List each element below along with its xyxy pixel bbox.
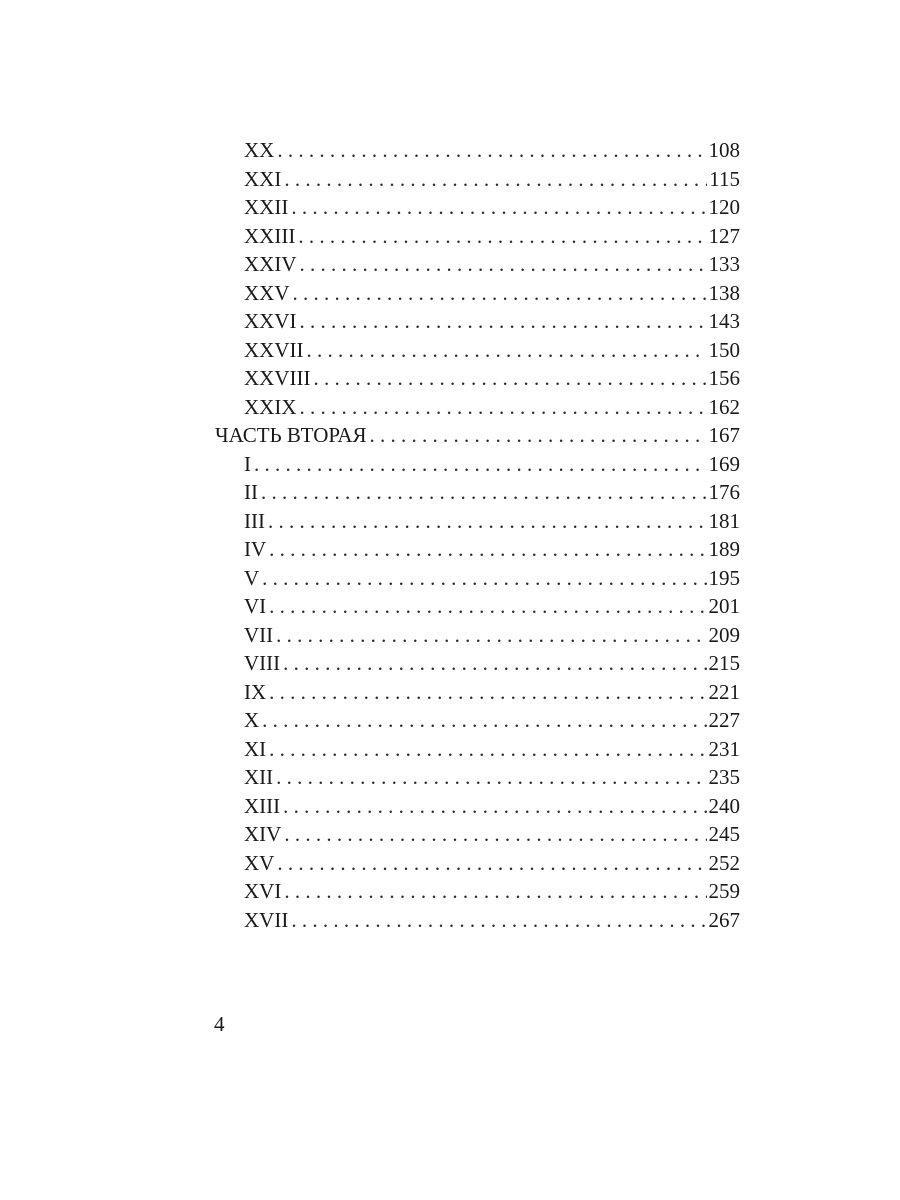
toc-entry-page: 181 [708,508,740,533]
dot-leader [284,165,707,194]
dot-leader [276,621,706,650]
toc-entry-page: 227 [708,708,740,732]
toc-entry-page: 143 [708,309,740,333]
toc-entry-label: XXIV [244,252,297,276]
dot-leader [300,393,707,422]
dot-leader [284,877,706,906]
toc-entry [215,193,740,222]
dot-leader [370,421,707,450]
dot-leader [313,364,706,393]
toc-entry-label: I [244,451,251,476]
toc-entry-label: XXIX [244,394,297,419]
toc-entry-label: VI [244,594,267,618]
toc-entry-label: XXVIII [244,366,311,390]
toc-entry [215,706,740,735]
toc-entry-page: 156 [708,366,740,390]
toc-entry-page: 127 [708,223,740,248]
toc-entry-page: 221 [708,679,740,704]
toc-entry-page: 231 [708,736,740,761]
toc-entry [215,564,740,593]
dot-leader [269,678,706,707]
toc-entry-page: 176 [708,480,740,504]
table-of-contents [215,136,740,934]
toc-entry [215,393,740,422]
toc-part-heading [215,421,740,450]
dot-leader [269,592,706,621]
toc-entry-label: XI [244,736,267,761]
toc-entry-page: 115 [709,166,740,191]
toc-entry-page: 267 [708,907,740,932]
toc-entry [215,849,740,878]
toc-entry [215,450,740,479]
toc-entry [215,364,740,393]
toc-entry [215,649,740,678]
dot-leader [261,478,707,507]
toc-entry-label: VII [244,622,274,647]
toc-entry [215,621,740,650]
toc-entry [215,336,740,365]
toc-entry [215,763,740,792]
dot-leader [268,507,707,536]
toc-entry [215,877,740,906]
dot-leader [300,307,707,336]
dot-leader [276,763,706,792]
toc-entry [215,535,740,564]
toc-entry-page: 108 [708,138,740,162]
dot-leader [293,279,707,308]
toc-entry-page: 169 [708,451,740,476]
toc-entry-label: III [244,508,265,533]
toc-entry [215,279,740,308]
dot-leader [269,535,706,564]
toc-entry-page: 150 [708,337,740,362]
toc-entry-label: XIV [244,822,282,846]
toc-entry-label: XII [244,765,274,789]
toc-entry [215,307,740,336]
toc-entry-label: IV [244,537,267,561]
dot-leader [306,336,706,365]
toc-entry-label: IX [244,679,267,704]
dot-leader [298,222,706,251]
toc-entry-label: X [244,708,260,732]
toc-entry-label: VIII [244,651,281,675]
toc-part-page: 167 [708,423,740,447]
toc-entry-label: XVI [244,879,282,903]
toc-entry-label: XIII [244,793,281,818]
dot-leader [283,792,706,821]
toc-entry-label: XXVI [244,309,297,333]
toc-part-label: ЧАСТЬ ВТОРАЯ [215,423,367,447]
dot-leader [300,250,707,279]
toc-entry [215,735,740,764]
toc-entry-page: 259 [708,879,740,903]
toc-entry-page: 215 [708,651,740,675]
toc-entry-page: 189 [708,537,740,561]
toc-entry [215,820,740,849]
toc-entry-label: XVII [244,907,289,932]
toc-entry-page: 252 [708,850,740,875]
toc-entry-page: 162 [708,394,740,419]
dot-leader [269,735,706,764]
dot-leader [262,706,706,735]
toc-entry [215,906,740,935]
toc-entry [215,507,740,536]
toc-entry [215,678,740,707]
toc-entry-label: XXVII [244,337,304,362]
toc-entry [215,222,740,251]
dot-leader [254,450,707,479]
dot-leader [283,649,706,678]
dot-leader [277,849,706,878]
toc-entry-page: 120 [708,195,740,219]
toc-entry-label: XXII [244,195,289,219]
page-number: 4 [214,1012,225,1036]
toc-entry-page: 240 [708,793,740,818]
toc-entry-label: XXI [244,166,282,191]
toc-entry-page: 209 [708,622,740,647]
toc-entry-page: 201 [708,594,740,618]
toc-entry [215,592,740,621]
toc-entry-page: 138 [708,280,740,305]
dot-leader [284,820,706,849]
toc-entry [215,250,740,279]
toc-entry [215,792,740,821]
toc-entry-label: XX [244,138,275,162]
toc-entry-label: V [244,565,260,590]
dot-leader [291,193,706,222]
toc-entry-page: 235 [708,765,740,789]
toc-entry-label: II [244,480,258,504]
dot-leader [291,906,706,935]
toc-entry-page: 133 [708,252,740,276]
dot-leader [262,564,706,593]
toc-entry-page: 245 [708,822,740,846]
toc-entry-label: XXIII [244,223,296,248]
toc-entry [215,165,740,194]
dot-leader [277,136,706,165]
toc-entry-label: XV [244,850,275,875]
toc-entry-label: XXV [244,280,290,305]
toc-entry [215,478,740,507]
toc-entry-page: 195 [708,565,740,590]
toc-entry [215,136,740,165]
